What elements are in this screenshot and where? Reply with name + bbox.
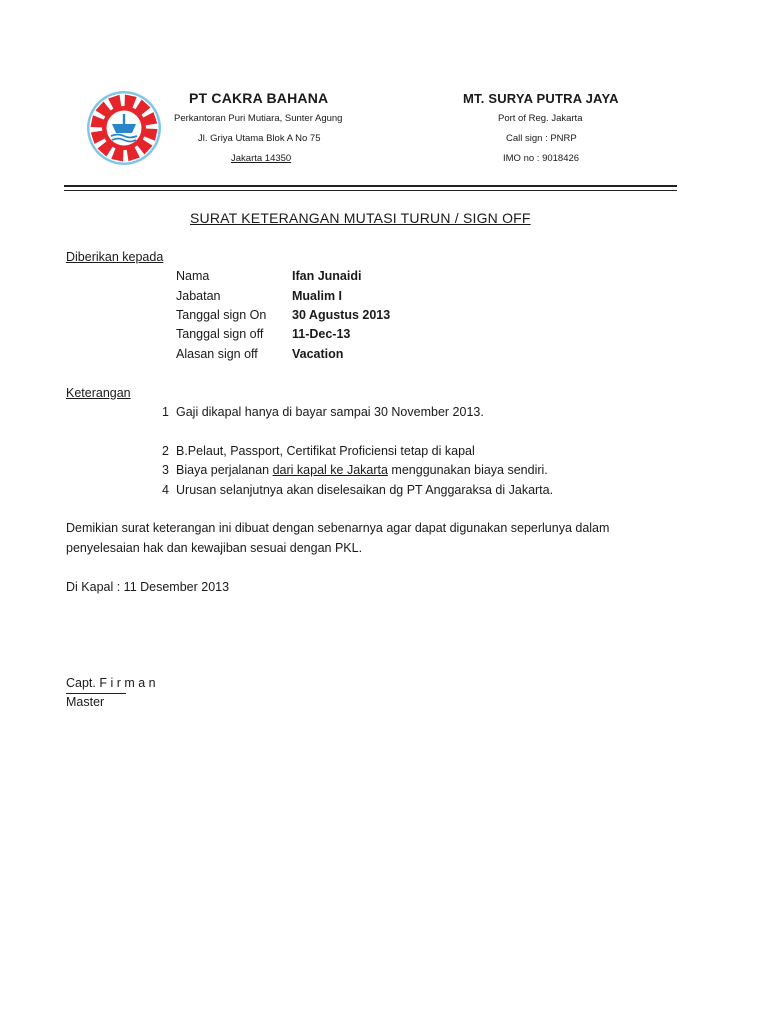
field-label-position: Jabatan — [176, 289, 221, 303]
header-divider-top — [64, 185, 677, 187]
field-value-sign-off: 11-Dec-13 — [292, 327, 351, 341]
note-number: 4 — [162, 483, 169, 497]
signer-title: Master — [66, 695, 105, 709]
note-text: B.Pelaut, Passport, Certifikat Proficiensi tetap di kapal — [176, 444, 475, 458]
field-value-position: Mualim I — [292, 289, 343, 303]
signature-line — [66, 693, 126, 694]
field-label-sign-off: Tanggal sign off — [176, 327, 264, 341]
company-logo — [86, 90, 162, 166]
field-value-reason: Vacation — [292, 347, 344, 361]
field-label-reason: Alasan sign off — [176, 347, 258, 361]
signer-name: Capt. F i r m a n — [66, 676, 156, 690]
vessel-imo: IMO no : 9018426 — [503, 153, 580, 164]
note-text: Urusan selanjutnya akan diselesaikan dg PT Anggaraksa di Jakarta. — [176, 483, 554, 497]
field-label-sign-on: Tanggal sign On — [176, 308, 267, 322]
field-label-name: Nama — [176, 269, 210, 283]
place-date: Di Kapal : 11 Desember 2013 — [66, 580, 230, 594]
company-name: PT CAKRA BAHANA — [189, 90, 329, 106]
vessel-name: MT. SURYA PUTRA JAYA — [463, 91, 619, 106]
note-number: 2 — [162, 444, 169, 458]
given-to-label: Diberikan kepada — [66, 250, 164, 264]
closing-paragraph-line2: penyelesaian hak dan kewajiban sesuai dengan PKL. — [66, 541, 363, 555]
note-text-post: menggunakan biaya sendiri. — [387, 463, 548, 477]
field-value-sign-on: 30 Agustus 2013 — [292, 308, 391, 322]
note-text-pre: Biaya perjalanan — [176, 463, 273, 477]
company-address-line1: Perkantoran Puri Mutiara, Sunter Agung — [174, 113, 343, 124]
notes-label: Keterangan — [66, 386, 131, 400]
document-title: SURAT KETERANGAN MUTASI TURUN / SIGN OFF — [190, 210, 531, 226]
note-text-underlined: dari kapal ke Jakarta — [272, 463, 388, 477]
company-address-line3: Jakarta 14350 — [231, 153, 292, 164]
note-text: Gaji dikapal hanya di bayar sampai 30 November 2013. — [176, 405, 484, 419]
field-value-name: Ifan Junaidi — [292, 269, 362, 283]
vessel-port: Port of Reg. Jakarta — [498, 113, 583, 124]
header-divider-bottom — [64, 190, 677, 191]
company-address-line2: Jl. Griya Utama Blok A No 75 — [198, 133, 321, 144]
note-number: 3 — [162, 463, 169, 477]
closing-paragraph-line1: Demikian surat keterangan ini dibuat dengan sebenarnya agar dapat digunakan seperlunya dalam — [66, 521, 610, 535]
note-number: 1 — [162, 405, 169, 419]
vessel-call-sign: Call sign : PNRP — [506, 133, 577, 144]
note-text — [176, 463, 548, 477]
